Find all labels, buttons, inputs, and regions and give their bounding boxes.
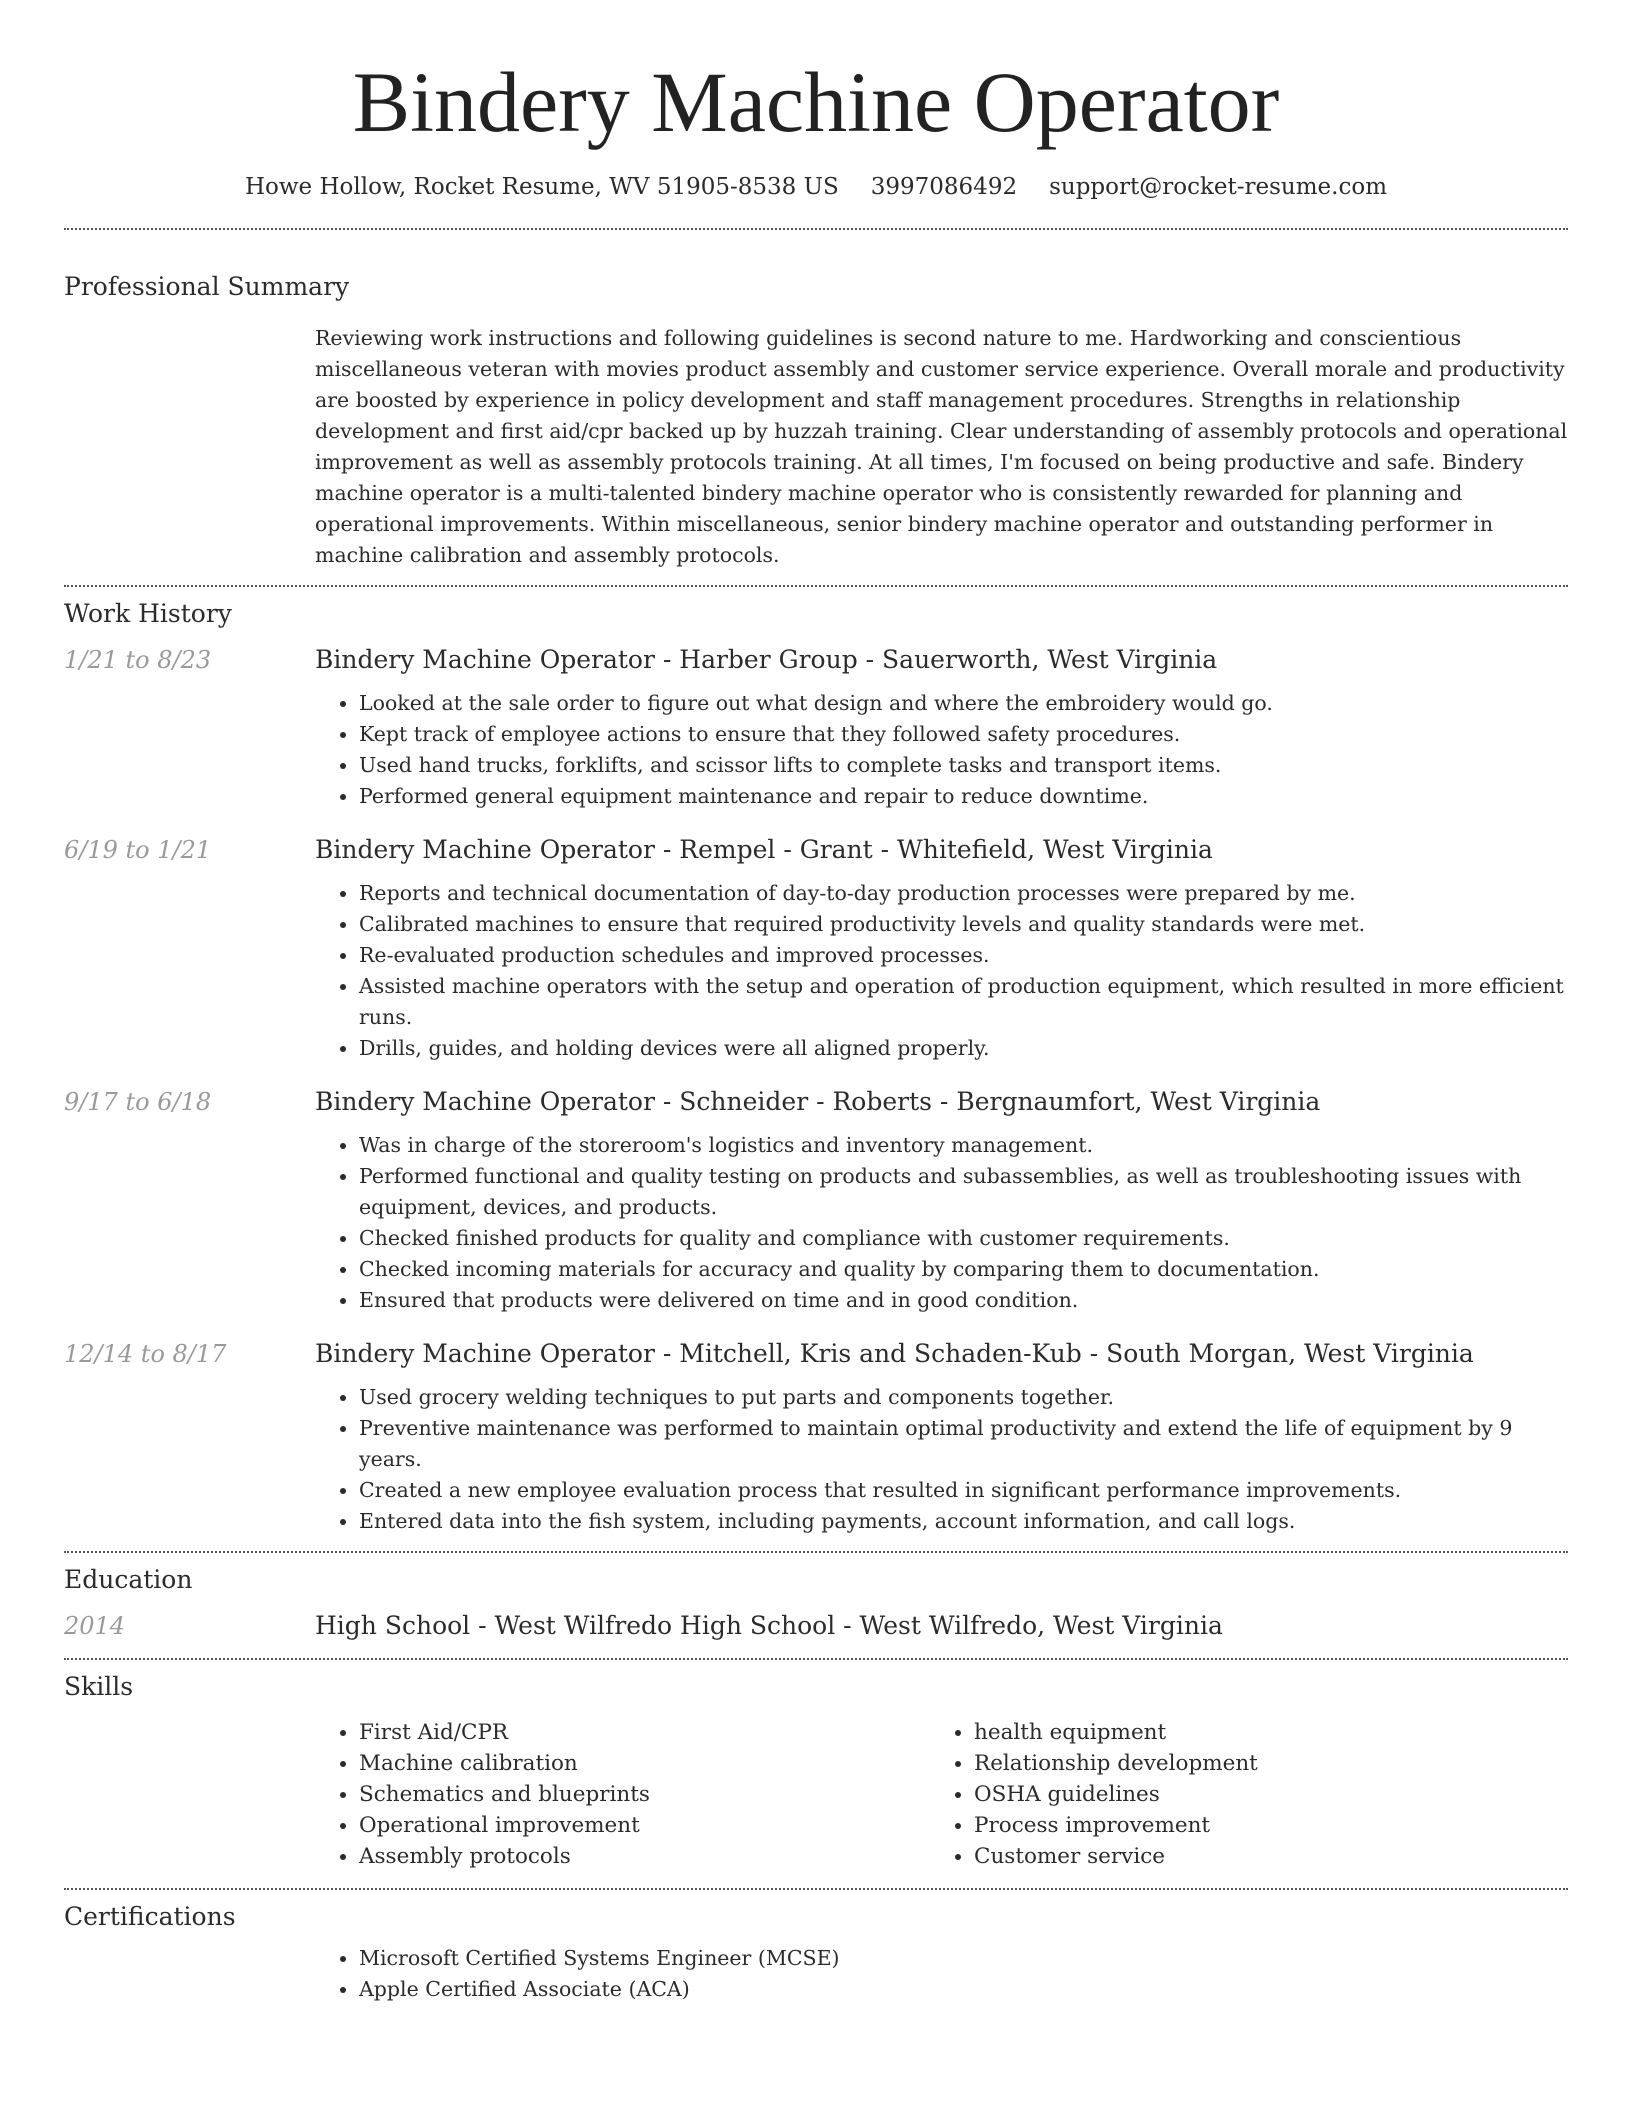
skill-item: • Assembly protocols <box>359 1841 930 1872</box>
job-entry <box>64 1338 1568 1537</box>
summary-title: Professional Summary <box>64 272 350 301</box>
job-list <box>64 644 1568 1537</box>
job-bullets <box>315 688 1568 812</box>
skill-item: • First Aid/CPR <box>359 1717 930 1748</box>
work-history-title: Work History <box>64 599 232 628</box>
skill-item: • Schematics and blueprints <box>359 1779 930 1810</box>
job-bullet: • Performed general equipment maintenance and repair to reduce downtime. <box>359 781 1568 812</box>
job-bullets <box>315 1382 1568 1537</box>
skill-item: • Machine calibration <box>359 1748 930 1779</box>
job-bullet: • Looked at the sale order to figure out what design and where the embroidery would go. <box>359 688 1568 719</box>
job-bullet: • Checked finished products for quality and compliance with customer requirements. <box>359 1223 1568 1254</box>
skills-column <box>315 1717 930 1872</box>
job-bullet: • Kept track of employee actions to ensure that they followed safety procedures. <box>359 719 1568 750</box>
email: support@rocket-resume.com <box>1049 174 1388 200</box>
job-dates: 9/17 to 6/18 <box>64 1088 212 1116</box>
job-title: Bindery Machine Operator - Harber Group - Sauerworth, West Virginia <box>315 645 1218 674</box>
skills-column <box>930 1717 1545 1872</box>
education-entry: High School - West Wilfredo High School - West Wilfredo, West Virginia <box>315 1611 1223 1640</box>
job-bullet: • Assisted machine operators with the setup and operation of production equipment, which resulted in more efficient runs. <box>359 971 1568 1033</box>
job-bullet: • Was in charge of the storeroom's logistics and inventory management. <box>359 1130 1568 1161</box>
job-entry <box>64 834 1568 1064</box>
job-bullet: • Ensured that products were delivered on time and in good condition. <box>359 1285 1568 1316</box>
candidate-name: Bindery Machine Operator <box>352 54 1280 150</box>
job-entry <box>64 1086 1568 1316</box>
job-bullet: • Checked incoming materials for accuracy and quality by comparing them to documentation. <box>359 1254 1568 1285</box>
skill-item: • health equipment <box>974 1717 1545 1748</box>
skills-title: Skills <box>64 1672 134 1701</box>
job-bullet: • Created a new employee evaluation process that resulted in significant performance improvements. <box>359 1475 1568 1506</box>
job-bullet: • Used grocery welding techniques to put parts and components together. <box>359 1382 1568 1413</box>
job-dates: 1/21 to 8/23 <box>64 646 212 674</box>
job-bullet: • Drills, guides, and holding devices were all aligned properly. <box>359 1033 1568 1064</box>
skill-item: • OSHA guidelines <box>974 1779 1545 1810</box>
job-bullet: • Re-evaluated production schedules and improved processes. <box>359 940 1568 971</box>
job-title: Bindery Machine Operator - Mitchell, Kris and Schaden-Kub - South Morgan, West Virginia <box>315 1339 1474 1368</box>
skills-section <box>64 1660 1568 1872</box>
summary-section <box>64 230 1568 571</box>
job-bullet: • Entered data into the fish system, including payments, account information, and call logs. <box>359 1506 1568 1537</box>
job-bullets <box>315 878 1568 1064</box>
resume-header <box>64 0 1568 200</box>
education-title: Education <box>64 1565 193 1594</box>
job-bullet: • Performed functional and quality testing on products and subassemblies, as well as troubleshooting issues with equipment, devices, and products. <box>359 1161 1568 1223</box>
job-entry <box>64 644 1568 812</box>
job-bullet: • Calibrated machines to ensure that required productivity levels and quality standards were met. <box>359 909 1568 940</box>
certifications-section <box>64 1890 1568 2005</box>
skill-item: • Operational improvement <box>359 1810 930 1841</box>
certification-item: • Apple Certified Associate (ACA) <box>359 1974 1568 2005</box>
phone: 3997086492 <box>870 174 1018 200</box>
certification-item: • Microsoft Certified Systems Engineer (MCSE) <box>359 1943 1568 1974</box>
summary-text: Reviewing work instructions and following guidelines is second nature to me. Hardworking and conscientious miscellaneous veteran with movies product assembly and customer service experience. Overall morale and productivity are boosted by experience in policy development and staff management procedures. Strengths in relationship development and first aid/cpr backed up by huzzah training. Clear understanding of assembly protocols and operational improvement as well as assembly protocols training. At all times, I'm focused on being productive and safe. Bindery machine operator is a multi-talented bindery machine operator who is consistently rewarded for planning and operational improvements. Within miscellaneous, senior bindery machine operator and outstanding performer in machine calibration and assembly protocols. <box>315 326 1568 567</box>
job-dates: 12/14 to 8/17 <box>64 1340 227 1368</box>
job-title: Bindery Machine Operator - Schneider - Roberts - Bergnaumfort, West Virginia <box>315 1087 1321 1116</box>
work-history-section <box>64 587 1568 1537</box>
education-year: 2014 <box>64 1612 126 1640</box>
address: Howe Hollow, Rocket Resume, WV 51905-8538 US <box>244 174 839 200</box>
job-bullets <box>315 1130 1568 1316</box>
skill-item: • Customer service <box>974 1841 1545 1872</box>
job-dates: 6/19 to 1/21 <box>64 836 212 864</box>
job-bullet: • Used hand trucks, forklifts, and scissor lifts to complete tasks and transport items. <box>359 750 1568 781</box>
job-bullet: • Preventive maintenance was performed to maintain optimal productivity and extend the life of equipment by 9 years. <box>359 1413 1568 1475</box>
job-bullet: • Reports and technical documentation of day-to-day production processes were prepared by me. <box>359 878 1568 909</box>
skill-item: • Relationship development <box>974 1748 1545 1779</box>
job-title: Bindery Machine Operator - Rempel - Grant - Whitefield, West Virginia <box>315 835 1213 864</box>
education-section <box>64 1553 1568 1642</box>
certifications-list <box>315 1943 1568 2005</box>
certifications-title: Certifications <box>64 1902 236 1931</box>
skill-item: • Process improvement <box>974 1810 1545 1841</box>
skills-list <box>315 1717 1568 1872</box>
contact-info <box>64 174 1568 200</box>
